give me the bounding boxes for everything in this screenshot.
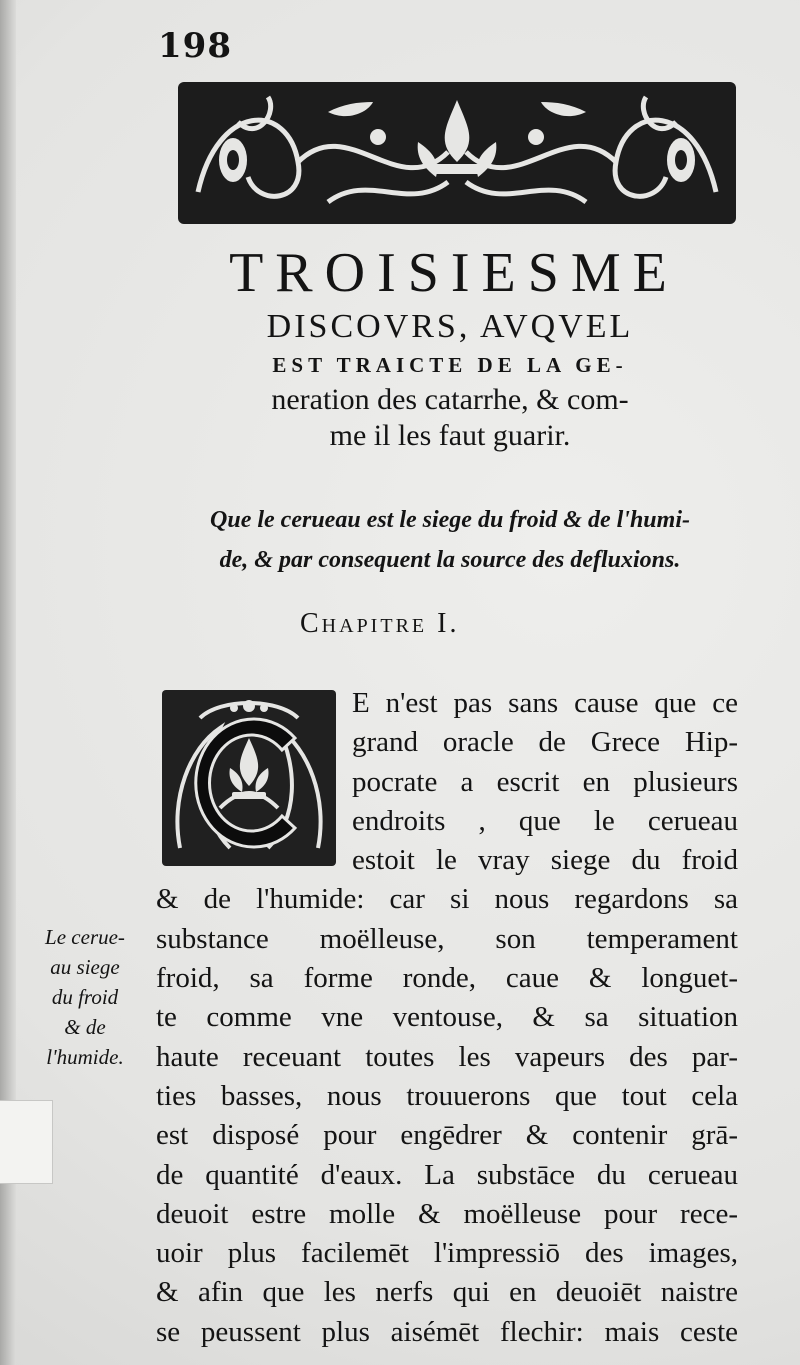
- body-line-7: substance moëlleuse, son temperament: [156, 922, 738, 955]
- chapter-heading: Chapitre I.: [300, 608, 460, 639]
- title-line-3: EST TRAICTE DE LA GE-: [272, 353, 628, 377]
- chapter-summary: [160, 500, 740, 580]
- floral-headpiece-ornament: [178, 82, 736, 224]
- page-number: 198: [158, 26, 232, 66]
- body-line-10: haute receuant toutes les vapeurs des par-: [156, 1040, 738, 1073]
- title-line-4: neration des catarrhe, & com-: [271, 383, 629, 416]
- margin-note-line-2: au siege: [50, 955, 120, 979]
- body-line-1: E n'est pas sans cause que ce: [352, 687, 738, 719]
- body-line-8: froid, sa forme ronde, caue & longuet-: [156, 962, 738, 995]
- paper-tab: [0, 1100, 53, 1184]
- body-line-14: deuoit estre molle & moëlleuse pour rece-: [156, 1197, 738, 1230]
- body-line-6: & de l'humide: car si nous regardons sa: [156, 883, 738, 916]
- title-line-1: TROISIESME: [229, 242, 679, 304]
- title-line-2: DISCOVRS, AVQVEL: [266, 308, 634, 345]
- margin-note-line-1: Le cerue-: [45, 925, 125, 949]
- body-text: [156, 684, 738, 1352]
- body-line-12: est disposé pour engēdrer & contenir grā-: [156, 1119, 738, 1152]
- body-line-9: te comme vne ventouse, & sa situation: [156, 1001, 738, 1034]
- body-line-13: de quantité d'eaux. La substāce du cerueau: [156, 1158, 738, 1191]
- margin-note-line-3: du froid: [51, 985, 119, 1009]
- margin-note: [20, 922, 150, 1072]
- margin-note-line-5: l'humide.: [46, 1045, 124, 1069]
- title-line-5: me il les faut guarir.: [329, 419, 571, 452]
- summary-line-1: Que le cerueau est le siege du froid & de l'humi-: [210, 507, 690, 533]
- body-line-2: grand oracle de Grece Hip-: [352, 726, 738, 759]
- body-line-4: endroits , que le cerueau: [352, 804, 738, 837]
- summary-line-2: de, & par consequent la source des defluxions.: [219, 547, 681, 573]
- body-line-3: pocrate a escrit en plusieurs: [352, 765, 738, 798]
- body-line-11: ties basses, nous trouuerons que tout cela: [156, 1079, 738, 1112]
- body-line-5: estoit le vray siege du froid: [352, 844, 738, 877]
- body-line-15: uoir plus facilemēt l'impressiō des images,: [156, 1237, 738, 1270]
- body-line-17: se peussent plus aisémēt flechir: mais ceste: [156, 1315, 738, 1348]
- discourse-title: [150, 240, 750, 454]
- margin-note-line-4: & de: [64, 1015, 106, 1039]
- body-line-16: & afin que les nerfs qui en deuoiēt naistre: [156, 1276, 738, 1309]
